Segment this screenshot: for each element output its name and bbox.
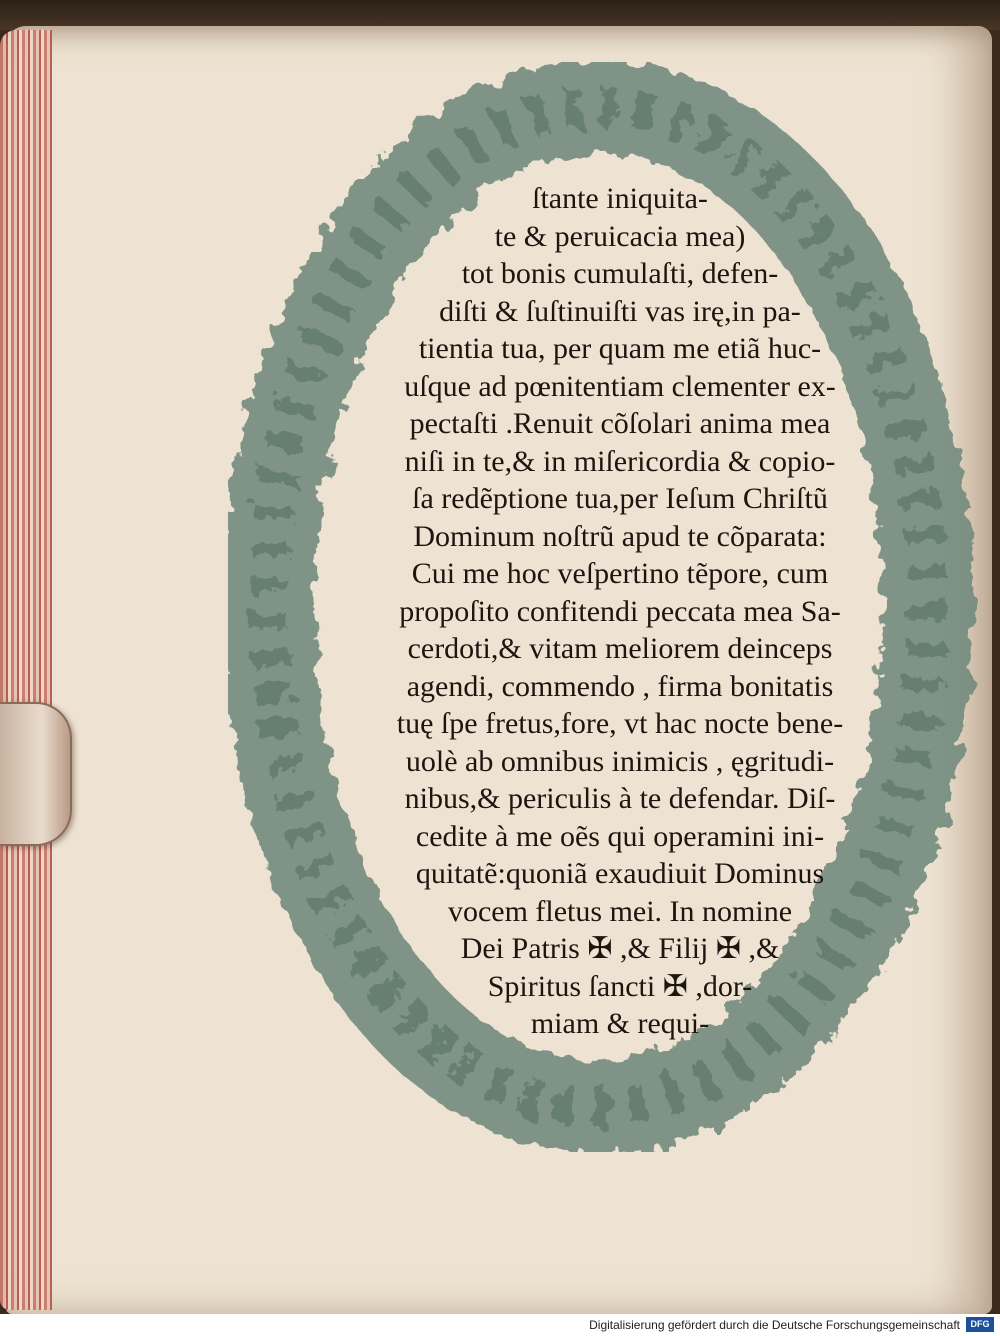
text-line: cerdoti,& vitam meliorem deinceps [407,632,833,665]
text-line: nibus,& periculis à te defendar. Diſ- [404,782,836,815]
text-line: quitatẽ:quoniã exaudiuit Dominus [415,857,825,890]
text-line: ſtante iniquita- [532,182,708,215]
text-line: agendi, commendo , firma bonitatis [406,669,834,703]
text-line: tientia tua, per quam me etiã huc- [418,332,822,365]
prayer-text [300,180,940,1043]
text-line: tot bonis cumulaſti, defen- [461,257,779,290]
text-line: ſa redẽptione tua,per Ieſum Chriſtũ [412,482,828,515]
text-line: propoſito confitendi peccata mea Sa- [399,594,841,628]
text-line: niſi in te,& in miſericordia & copio- [404,444,836,478]
book-clasp [0,702,72,846]
dfg-logo-icon: DFG [966,1317,994,1332]
page-edges [0,30,52,1310]
text-line: vocem fletus mei. In nomine [447,894,793,928]
footer-bar [0,1314,1000,1336]
text-line: uſque ad pœnitentiam clementer ex- [404,369,836,403]
text-line: diſti & ſuſtinuiſti vas irę,in pa- [439,294,801,328]
text-line: tuę ſpe fretus,fore, vt hac nocte bene- [396,707,844,740]
text-line: Spiritus ſancti ✠ ,dor- [487,969,753,1003]
text-line: miam & requi- [530,1007,710,1040]
footer-credit: Digitalisierung gefördert durch die Deutsche Forschungsgemeinschaft [589,1318,960,1332]
text-line: uolè ab omnibus inimicis , ęgritudi- [405,744,835,778]
text-line: cedite à me oẽs qui operamini ini- [415,819,825,853]
text-line: Dei Patris ✠ ,& Filij ✠ ,& [460,932,780,965]
text-line: Cui me hoc veſpertino tẽpore, cum [411,557,829,590]
text-line: pectaſti .Renuit cõſolari anima mea [409,407,831,440]
text-line: Dominum noſtrũ apud te cõparata: [413,519,827,553]
text-line: te & peruicacia mea) [494,219,746,253]
